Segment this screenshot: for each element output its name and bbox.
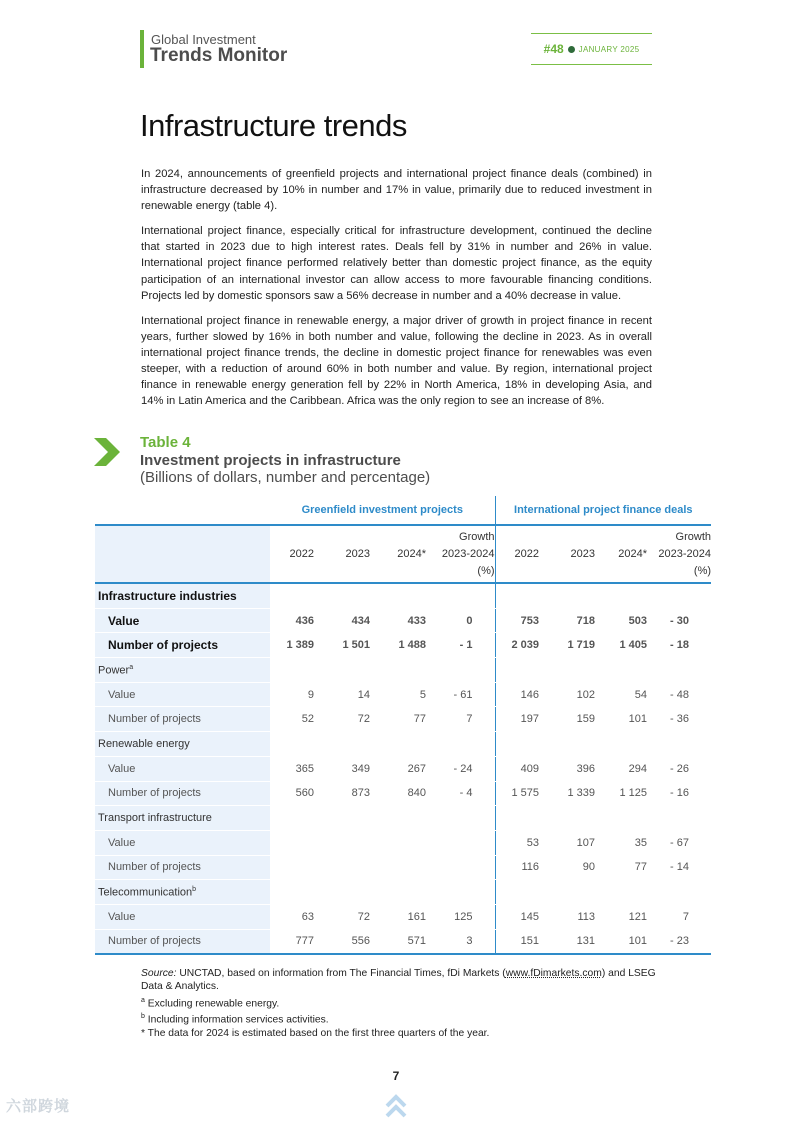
- chevron-right-icon: [92, 437, 122, 467]
- data-table: [95, 496, 711, 955]
- table-cell: 1 501: [322, 633, 378, 658]
- row-label: Number of projects: [95, 781, 270, 806]
- row-label: Number of projects: [95, 633, 270, 658]
- table-cell: - 36: [655, 707, 711, 732]
- table-cell: [547, 583, 603, 608]
- table-cell: 560: [270, 781, 322, 806]
- header-title-line1: Global Investment: [151, 32, 256, 47]
- col-2024: 2024*: [378, 525, 434, 583]
- table-cell: 72: [322, 904, 378, 929]
- row-label: Value: [95, 830, 270, 855]
- issue-number: #48: [543, 42, 564, 56]
- table-cell: [547, 806, 603, 831]
- table-cell: 1 339: [547, 781, 603, 806]
- row-label: Telecommunication$^b$: [95, 880, 270, 905]
- table-cell: 365: [270, 756, 322, 781]
- table-row: [95, 929, 711, 954]
- table-cell: - 26: [655, 756, 711, 781]
- table-cell: [603, 583, 655, 608]
- table-row: [95, 855, 711, 880]
- table-cell: [495, 806, 547, 831]
- col-2023: 2023: [547, 525, 603, 583]
- table-cell: 777: [270, 929, 322, 954]
- table-cell: 72: [322, 707, 378, 732]
- table-row: [95, 707, 711, 732]
- table-row: [95, 583, 711, 608]
- table-cell: - 30: [655, 608, 711, 633]
- table-row: [95, 682, 711, 707]
- issue-date: JANUARY 2025: [578, 44, 640, 54]
- table-cell: 116: [495, 855, 547, 880]
- col-2023: 2023: [322, 525, 378, 583]
- table-cell: 3: [434, 929, 495, 954]
- table-cell: 102: [547, 682, 603, 707]
- table-row: [95, 732, 711, 757]
- table-cell: 571: [378, 929, 434, 954]
- table-cell: 1 575: [495, 781, 547, 806]
- table-cell: 0: [434, 608, 495, 633]
- table-cell: 409: [495, 756, 547, 781]
- table-cell: [655, 583, 711, 608]
- table-cell: 101: [603, 929, 655, 954]
- table-cell: 197: [495, 707, 547, 732]
- table-cell: 7: [434, 707, 495, 732]
- bullet-dot-icon: [568, 46, 575, 53]
- table-cell: 5: [378, 682, 434, 707]
- row-label: Transport infrastructure: [95, 806, 270, 831]
- table-cell: 77: [603, 855, 655, 880]
- table-cell: 101: [603, 707, 655, 732]
- table-cell: [378, 855, 434, 880]
- table-cell: 2 039: [495, 633, 547, 658]
- table-cell: [322, 880, 378, 905]
- table-cell: 840: [378, 781, 434, 806]
- row-label: Number of projects: [95, 929, 270, 954]
- table-cell: [603, 880, 655, 905]
- table-cell: 1 488: [378, 633, 434, 658]
- scroll-up-icon[interactable]: [384, 1092, 408, 1120]
- table-cell: [270, 830, 322, 855]
- footnote-b: $^b$ Including information services activities.: [141, 1013, 329, 1026]
- table-title: Investment projects in infrastructure: [140, 452, 401, 469]
- row-label: Infrastructure industries: [95, 583, 270, 608]
- table-cell: [378, 583, 434, 608]
- table-cell: - 18: [655, 633, 711, 658]
- table-cell: [322, 806, 378, 831]
- table-cell: 52: [270, 707, 322, 732]
- table-cell: 121: [603, 904, 655, 929]
- group-finance: International project finance deals: [495, 496, 711, 525]
- table-cell: - 24: [434, 756, 495, 781]
- col-2022: 2022: [495, 525, 547, 583]
- table-cell: [270, 806, 322, 831]
- page-title: Infrastructure trends: [140, 108, 407, 143]
- table-cell: 146: [495, 682, 547, 707]
- table-row: [95, 904, 711, 929]
- table-cell: 434: [322, 608, 378, 633]
- row-label: Value: [95, 904, 270, 929]
- table-cell: - 16: [655, 781, 711, 806]
- table-cell: 125: [434, 904, 495, 929]
- table-cell: 1 719: [547, 633, 603, 658]
- table-cell: [655, 732, 711, 757]
- table-cell: [270, 583, 322, 608]
- table-row: [95, 830, 711, 855]
- table-cell: 556: [322, 929, 378, 954]
- table-cell: 873: [322, 781, 378, 806]
- table-cell: 151: [495, 929, 547, 954]
- table-cell: 1 125: [603, 781, 655, 806]
- page-number: 7: [392, 1069, 400, 1083]
- table-cell: [434, 806, 495, 831]
- table-cell: [434, 583, 495, 608]
- group-greenfield: Greenfield investment projects: [270, 496, 495, 525]
- table-cell: [270, 880, 322, 905]
- table-row: [95, 608, 711, 633]
- table-cell: [434, 880, 495, 905]
- footnote-a: $^a$ Excluding renewable energy.: [141, 996, 280, 1010]
- table-cell: 54: [603, 682, 655, 707]
- table-cell: 77: [378, 707, 434, 732]
- header-accent-bar: [140, 30, 144, 68]
- table-row: [95, 756, 711, 781]
- table-cell: [270, 855, 322, 880]
- table-cell: [378, 830, 434, 855]
- table-cell: [434, 855, 495, 880]
- table-row: [95, 880, 711, 905]
- paragraph: International project finance, especially critical for infrastructure development, continued the decline that started in 2023 due to high interest rates. Deals fell by 31% in number and 26% in value. International project finance performed relatively better than domestic project finance, as the equity participation of an international investor can allow access to more favourable financing conditions. Projects led by domestic sponsors saw a 56% decrease in number and a 40% decrease in value.: [141, 225, 652, 302]
- table-cell: 90: [547, 855, 603, 880]
- row-label: Value: [95, 756, 270, 781]
- table-cell: 1 389: [270, 633, 322, 658]
- table-cell: 35: [603, 830, 655, 855]
- table-cell: [434, 830, 495, 855]
- table-cell: [495, 583, 547, 608]
- table-cell: [603, 732, 655, 757]
- watermark: 六部跨境: [6, 1098, 71, 1115]
- table-cell: 753: [495, 608, 547, 633]
- table-row: [95, 781, 711, 806]
- table-cell: 433: [378, 608, 434, 633]
- table-label: Table 4: [140, 434, 191, 451]
- table-cell: 436: [270, 608, 322, 633]
- row-label: Power$^a$: [95, 658, 270, 683]
- paragraph: International project finance in renewable energy, a major driver of growth in project finance in recent years, further slowed by 16% in both number and value, following the decline in 2023. As in overall international project finance trends, the decline in domestic project finance for renewables was even steeper, with a reduction of around 60% in both number and value. By region, international project finance in renewable energy generation fell by 22% in North America, 18% in developing Asia, and 14% in Latin America and the Caribbean. Africa was the only region to see an increase of 8%.: [141, 314, 652, 408]
- body-text: [141, 166, 652, 418]
- table-cell: 1 405: [603, 633, 655, 658]
- table-row: [95, 658, 711, 683]
- table-row: [95, 633, 711, 658]
- table-cell: 718: [547, 608, 603, 633]
- table-cell: [322, 658, 378, 683]
- table-cell: - 67: [655, 830, 711, 855]
- table-cell: [322, 830, 378, 855]
- table-cell: [378, 806, 434, 831]
- table-cell: 294: [603, 756, 655, 781]
- paragraph: In 2024, announcements of greenfield projects and international project finance deals (combined) in infrastructure decreased by 10% in number and 17% in value, primarily due to reduced investment in renewable energy (table 4).: [141, 168, 652, 213]
- table-cell: [547, 658, 603, 683]
- row-label: Value: [95, 682, 270, 707]
- table-cell: [603, 658, 655, 683]
- table-cell: [378, 658, 434, 683]
- table-cell: [322, 732, 378, 757]
- table-cell: [603, 806, 655, 831]
- table-column-header: [95, 525, 711, 583]
- table-cell: 107: [547, 830, 603, 855]
- table-cell: 9: [270, 682, 322, 707]
- table-cell: 159: [547, 707, 603, 732]
- row-label: Renewable energy: [95, 732, 270, 757]
- table-cell: 113: [547, 904, 603, 929]
- table-cell: 14: [322, 682, 378, 707]
- col-2022: 2022: [270, 525, 322, 583]
- col-growth: Growth 2023-2024 (%): [655, 525, 711, 583]
- table-cell: 503: [603, 608, 655, 633]
- table-cell: [434, 732, 495, 757]
- table-cell: [655, 806, 711, 831]
- table-cell: [655, 880, 711, 905]
- table-cell: [270, 658, 322, 683]
- table-cell: [378, 880, 434, 905]
- table-cell: 396: [547, 756, 603, 781]
- table-subtitle: (Billions of dollars, number and percentage): [140, 469, 431, 486]
- table-row: [95, 806, 711, 831]
- table-cell: [655, 658, 711, 683]
- col-growth: Growth 2023-2024 (%): [434, 525, 495, 583]
- table-cell: [547, 880, 603, 905]
- table-cell: 145: [495, 904, 547, 929]
- table-cell: - 61: [434, 682, 495, 707]
- source-link[interactable]: www.fDimarkets.com: [505, 968, 602, 979]
- source-note: Source: UNCTAD, based on information from The Financial Times, fDi Markets (www.fDimarkets.com) and LSEG Data & Analytics.: [141, 968, 656, 993]
- table-cell: 63: [270, 904, 322, 929]
- table-cell: 131: [547, 929, 603, 954]
- row-label: Value: [95, 608, 270, 633]
- table-cell: - 4: [434, 781, 495, 806]
- row-label: Number of projects: [95, 855, 270, 880]
- table-cell: - 48: [655, 682, 711, 707]
- table-cell: [547, 732, 603, 757]
- col-2024: 2024*: [603, 525, 655, 583]
- table-cell: [495, 658, 547, 683]
- table-cell: [322, 855, 378, 880]
- footnote-star: * The data for 2024 is estimated based on the first three quarters of the year.: [141, 1028, 490, 1040]
- table-cell: [495, 880, 547, 905]
- table-cell: [322, 583, 378, 608]
- table-notes: [141, 967, 661, 1040]
- table-group-header: [95, 496, 711, 525]
- header-title-line2: Trends Monitor: [150, 45, 288, 66]
- table-cell: [378, 732, 434, 757]
- table-cell: - 14: [655, 855, 711, 880]
- row-label: Number of projects: [95, 707, 270, 732]
- table-cell: 349: [322, 756, 378, 781]
- issue-badge: [531, 33, 652, 65]
- table-cell: 7: [655, 904, 711, 929]
- table-cell: [495, 732, 547, 757]
- table-cell: [434, 658, 495, 683]
- table-cell: 161: [378, 904, 434, 929]
- table-cell: 267: [378, 756, 434, 781]
- table-cell: - 23: [655, 929, 711, 954]
- table-cell: 53: [495, 830, 547, 855]
- table-cell: [270, 732, 322, 757]
- table-cell: - 1: [434, 633, 495, 658]
